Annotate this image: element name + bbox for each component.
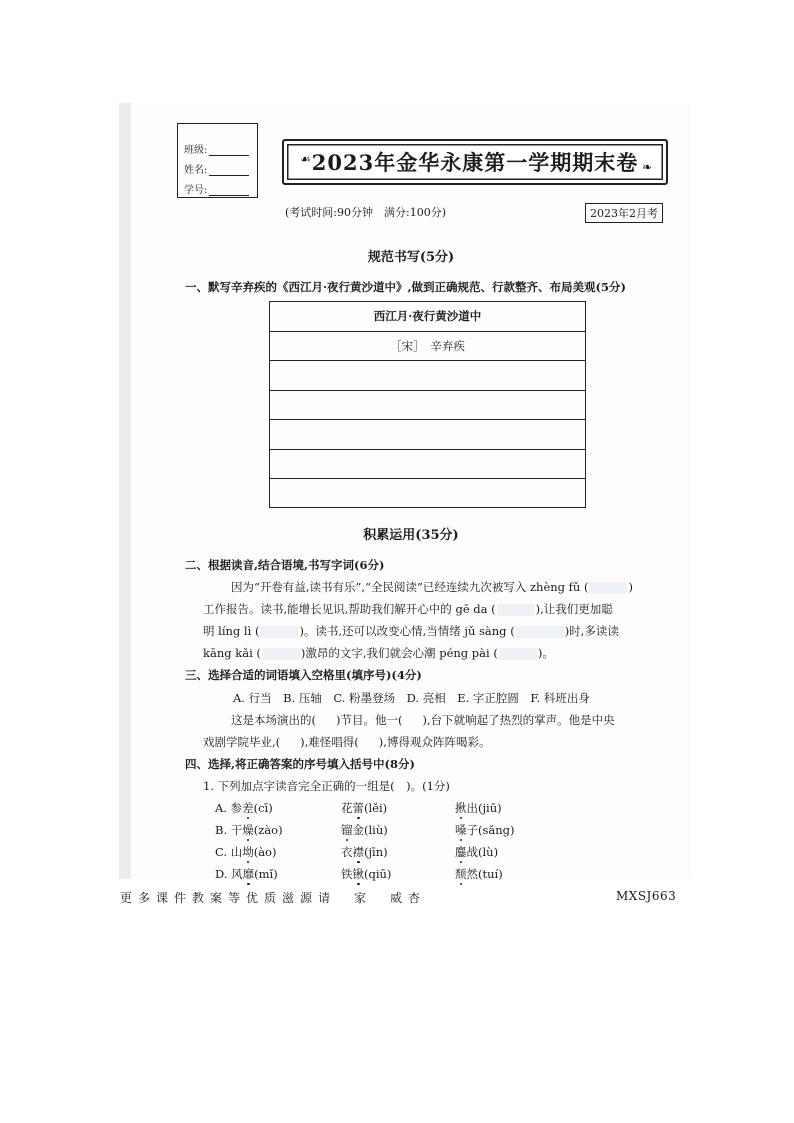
answer-blank[interactable] (260, 626, 298, 638)
poem-author-cell: ［宋］ 辛弃疾 (270, 332, 585, 362)
option-b-word-3: 嗓子(sǎng) (455, 823, 515, 837)
id-label: 学号: (184, 185, 208, 196)
dotted-char: 镏 (341, 823, 353, 837)
answer-blank[interactable] (360, 737, 378, 749)
dotted-char: 颓 (455, 867, 467, 881)
option-d-word-2: 铁锹(qiū) (341, 867, 392, 881)
q2-line-4 (203, 645, 554, 661)
q3-line-1 (231, 712, 615, 728)
class-label: 班级: (184, 145, 208, 156)
question-2-title: 二、根据读音,结合语境,书写字词(6分) (185, 558, 385, 572)
q3-text: 戏剧学院毕业,( (203, 735, 281, 749)
question-4-title: 四、选择,将正确答案的序号填入括号中(8分) (185, 757, 415, 771)
poem-writing-grid (269, 301, 586, 508)
scan-edge-shadow (119, 103, 131, 879)
name-label: 姓名: (184, 165, 208, 176)
option-b-word-2: 镏金(liù) (341, 823, 388, 837)
name-blank-line[interactable] (209, 164, 249, 176)
answer-blank[interactable] (262, 648, 300, 660)
writing-line[interactable] (270, 420, 585, 450)
option-label: B. (215, 823, 228, 837)
dotted-char: 燥 (242, 823, 254, 837)
answer-blank[interactable] (281, 737, 299, 749)
student-info-box (177, 123, 258, 198)
option-a-word-2: 花蕾(lěi) (341, 801, 388, 815)
option-a-word-3: 揪出(jiū) (455, 801, 502, 815)
q2-text: )激昂的文字,我们就会心潮 péng pài ( (300, 646, 498, 660)
q2-text: ) (628, 580, 633, 594)
name-field-row (184, 156, 257, 176)
dotted-char: 揪 (455, 801, 467, 815)
option-a-word[interactable]: A. 参差(cī) (215, 801, 273, 815)
q3-text: ),难怪唱得( (300, 735, 359, 749)
answer-blank[interactable] (497, 604, 535, 616)
q2-line-3 (203, 623, 619, 639)
exam-time-score: (考试时间:90分钟 满分:100分) (285, 206, 446, 219)
q3-text: ),台下就响起了热烈的掌声。他是中央 (422, 713, 615, 727)
q3-text: 这是本场演出的( (231, 713, 316, 727)
exam-date-badge: 2023年2月考 (585, 203, 663, 223)
dotted-char: 锹 (352, 867, 364, 881)
exam-title: 2023年金华永康第一学期期末卷 (311, 150, 639, 175)
id-blank-line[interactable] (209, 184, 249, 196)
q2-text: ),让我们更加聪 (535, 602, 613, 616)
q2-text: 工作报告。读书,能增长见识,帮助我们解开心中的 gē da ( (203, 602, 496, 616)
option-d-word[interactable]: D. 风靡(mǐ) (215, 867, 278, 881)
option-label: D. (215, 867, 228, 881)
option-label: C. (215, 845, 228, 859)
dotted-char: 嗓 (455, 823, 467, 837)
q3-text: ),博得观众阵阵喝彩。 (378, 735, 491, 749)
ornament-left-icon: ☙ (300, 152, 311, 166)
option-c-word-2: 衣襟(jīn) (341, 845, 388, 859)
q2-text: 因为“开卷有益,读书有乐”,“全民阅读”已经连续九次被写入 zhèng fǔ ( (231, 580, 589, 594)
section-title-writing: 规范书写(5分) (367, 250, 455, 265)
option-c-word-3: 鏖战(lù) (455, 845, 499, 859)
writing-line[interactable] (270, 450, 585, 480)
option-c-word[interactable]: C. 山坳(ào) (215, 845, 277, 859)
q2-text: 明 líng lì ( (203, 624, 260, 638)
dotted-char: 鏖 (455, 845, 467, 859)
q2-text: )时,多读读 (564, 624, 619, 638)
question-1-title: 一、默写辛弃疾的《西江月·夜行黄沙道中》,做到正确规范、行款整齐、布局美观(5分) (185, 280, 626, 294)
ornament-right-icon: ❧ (641, 160, 652, 174)
class-blank-line[interactable] (209, 144, 249, 156)
writing-line[interactable] (270, 479, 585, 509)
poem-title-cell: 西江月·夜行黄沙道中 (270, 302, 585, 332)
dotted-char: 差 (242, 801, 254, 815)
footer-code: MXSJ663 (616, 889, 677, 903)
q3-options: A. 行当 B. 压轴 C. 粉墨登场 D. 亮相 E. 字正腔圆 F. 科班出身 (233, 691, 590, 705)
q2-text: kāng kǎi ( (203, 646, 261, 660)
class-field-row (184, 136, 257, 156)
dotted-char: 靡 (242, 867, 255, 881)
answer-blank[interactable] (499, 648, 537, 660)
answer-blank[interactable] (403, 715, 421, 727)
q2-line-2 (203, 601, 613, 617)
writing-line[interactable] (270, 391, 585, 421)
question-3-title: 三、选择合适的词语填入空格里(填序号)(4分) (185, 668, 422, 682)
writing-line[interactable] (270, 361, 585, 391)
dotted-char: 蕾 (352, 801, 364, 815)
q2-line-1 (231, 579, 633, 595)
footer-promo-text: 更多课件教案等优质滋源请 家 威杏 (120, 891, 427, 905)
answer-blank[interactable] (317, 715, 335, 727)
title-banner (282, 139, 668, 185)
option-label: A. (215, 801, 227, 815)
dotted-char: 襟 (352, 845, 364, 859)
q4-sub-1: 1. 下列加点字读音完全正确的一组是( )。(1分) (203, 779, 450, 793)
option-b-word[interactable]: B. 干燥(zào) (215, 823, 283, 837)
dotted-char: 坳 (242, 845, 254, 859)
section-title-accumulation: 积累运用(35分) (363, 528, 459, 543)
q2-text: )。读书,还可以改变心情,当情绪 jǔ sàng ( (299, 624, 515, 638)
id-field-row (184, 176, 257, 196)
answer-blank[interactable] (516, 626, 564, 638)
answer-blank[interactable] (589, 582, 627, 594)
q3-line-2 (203, 734, 490, 750)
option-d-word-3: 颓然(tuí) (455, 867, 503, 881)
q2-text: )。 (537, 646, 554, 660)
q3-text: )节目。他一( (336, 713, 403, 727)
